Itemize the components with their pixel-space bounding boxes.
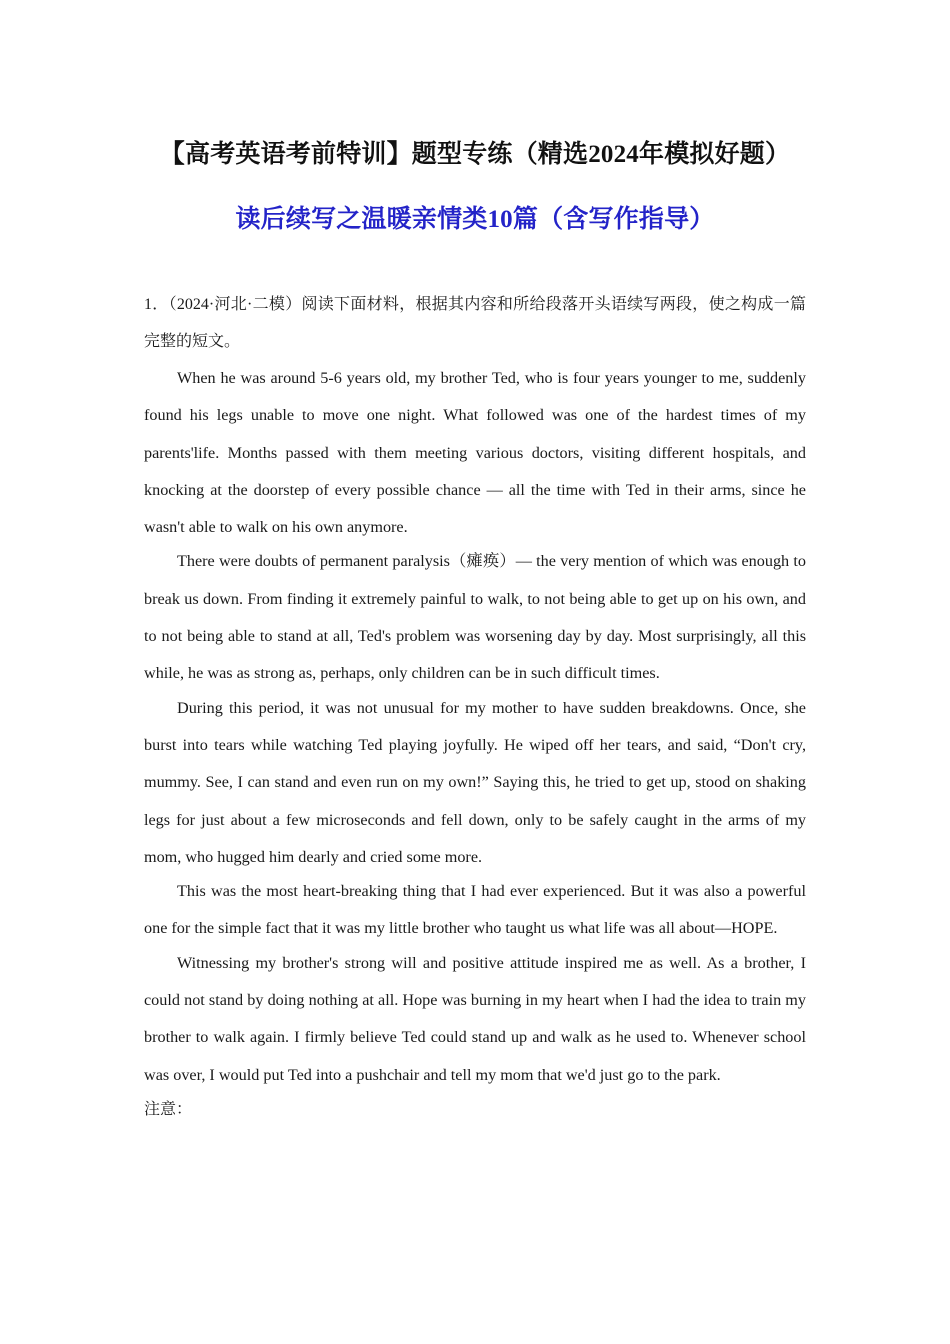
passage-paragraph-5: Witnessing my brother's strong will and positive attitude inspired me as well. As a brother, I could not stand by doing nothing at all. Hope was burning in my heart when I had the idea to train my brother to walk again. I firmly believe Ted could stand up and walk as he used to. Whenever school was over, I would put Ted into a pushchair and tell my mom that we'd just go to the park. [144,953,806,1084]
note-label: 注意： [144,1100,193,1118]
question-prompt: 1．（2024·河北·二模）阅读下面材料，根据其内容和所给段落开头语续写两段，使之构成一篇完整的短文。 [144,296,806,350]
document-body [144,286,806,1128]
passage-paragraph-1: When he was around 5-6 years old, my brother Ted, who is four years younger to me, suddenly found his legs unable to move one night. What followed was one of the hardest times of my parents'life. Months passed with them meeting various doctors, visiting different hospitals, and knocking at the doorstep of every possible chance — all the time with Ted in their arms, since he wasn't able to walk on his own anymore. [144,369,806,537]
passage-paragraph-3: During this period, it was not unusual for my mother to have sudden breakdowns. Once, she burst into tears while watching Ted playing joyfully. He wiped off her tears, and said, “Don't cry, mummy. See, I can stand and even run on my own!” Saying this, he tried to get up, stood on shaking legs for just about a few microseconds and fell down, only to be safely caught in the arms of my mom, who hugged him dearly and cried some more. [144,698,806,866]
page-title: 【高考英语考前特训】题型专练（精选2024年模拟好题） [159,141,791,168]
passage-paragraph-2: There were doubts of permanent paralysis（瘫痪）— the very mention of which was enough to break us down. From finding it extremely painful to walk, to not being able to get up on his own, and to not being able to stand at all, Ted's problem was worsening day by day. Most surprisingly, all this while, he was as strong as, perhaps, only children can be in such difficult times. [144,552,806,683]
passage-paragraph-4: This was the most heart-breaking thing that I had ever experienced. But it was also a powerful one for the simple fact that it was my little brother who taught us what life was all about—HOPE. [144,882,806,938]
page-subtitle: 读后续写之温暖亲情类10篇（含写作指导） [235,206,715,233]
